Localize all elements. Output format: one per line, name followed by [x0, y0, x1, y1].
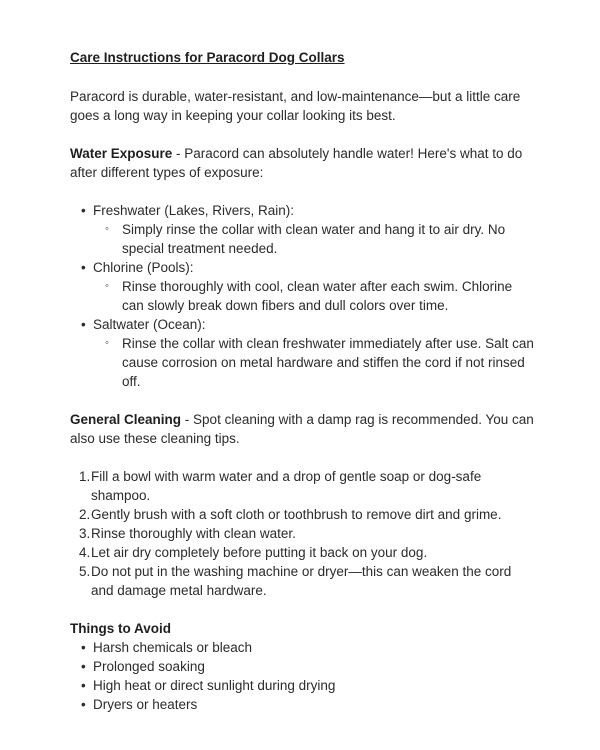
bullet-icon: • [81, 659, 86, 674]
list-item-label: Chlorine (Pools): [93, 260, 194, 275]
list-item-label: Freshwater (Lakes, Rivers, Rain): [93, 203, 295, 218]
list-item-detail: Rinse thoroughly with cool, clean water after each swim. Chlorine can slowly break down fibers and dull colors over time. [122, 279, 513, 313]
things-to-avoid-heading: Things to Avoid [70, 621, 171, 636]
step-text: Let air dry completely before putting it back on your dog. [91, 545, 428, 560]
list-item-label: Harsh chemicals or bleach [93, 640, 253, 655]
bullet-icon: • [81, 678, 86, 693]
step-item [79, 505, 536, 524]
circle-bullet-icon: ◦ [105, 337, 109, 349]
bullet-icon: • [81, 697, 86, 712]
step-item [79, 524, 536, 543]
intro-paragraph: Paracord is durable, water-resistant, and low-maintenance—but a little care goes a long way in keeping your collar looking its best. [70, 89, 521, 123]
step-number: 4. [79, 545, 91, 560]
list-item [81, 258, 536, 315]
step-item [79, 562, 536, 600]
step-number: 5. [79, 564, 91, 579]
water-exposure-text: - Paracord can absolutely handle water! Here's what to do after different types of exposure: [70, 146, 523, 180]
bullet-icon: • [81, 640, 86, 655]
general-cleaning-paragraph [70, 410, 536, 448]
step-text: Fill a bowl with warm water and a drop of gentle soap or dog-safe shampoo. [91, 469, 482, 503]
list-item-label: Dryers or heaters [93, 697, 198, 712]
water-exposure-heading: Water Exposure [70, 146, 173, 161]
list-item [81, 638, 536, 657]
step-text: Rinse thoroughly with clean water. [91, 526, 296, 541]
step-text: Gently brush with a soft cloth or toothbrush to remove dirt and grime. [91, 507, 502, 522]
list-item [81, 695, 536, 714]
list-item [81, 676, 536, 695]
bullet-icon: • [81, 317, 86, 332]
circle-bullet-icon: ◦ [105, 223, 109, 235]
step-number: 1. [79, 469, 91, 484]
step-item [79, 467, 536, 505]
list-item-detail: Rinse the collar with clean freshwater immediately after use. Salt can cause corrosion on metal hardware and stiffen the cord if not rinsed off. [122, 336, 534, 389]
circle-bullet-icon: ◦ [105, 280, 109, 292]
step-number: 3. [79, 526, 91, 541]
list-item-label: Saltwater (Ocean): [93, 317, 206, 332]
list-item-label: High heat or direct sunlight during drying [93, 678, 336, 693]
bullet-icon: • [81, 260, 86, 275]
water-exposure-paragraph [70, 144, 536, 182]
step-number: 2. [79, 507, 91, 522]
list-item [81, 315, 536, 391]
water-exposure-list [70, 201, 536, 391]
list-item [81, 657, 536, 676]
list-item-label: Prolonged soaking [93, 659, 205, 674]
bullet-icon: • [81, 203, 86, 218]
cleaning-steps-list [70, 467, 536, 600]
step-item [79, 543, 536, 562]
list-item [81, 201, 536, 258]
general-cleaning-text: - Spot cleaning with a damp rag is recommended. You can also use these cleaning tips. [70, 412, 534, 446]
step-text: Do not put in the washing machine or dryer—this can weaken the cord and damage metal hardware. [91, 564, 512, 598]
general-cleaning-heading: General Cleaning [70, 412, 182, 427]
document-title: Care Instructions for Paracord Dog Collars [70, 50, 345, 65]
list-item-detail: Simply rinse the collar with clean water and hang it to air dry. No special treatment needed. [122, 222, 506, 256]
things-to-avoid-list [70, 638, 536, 714]
